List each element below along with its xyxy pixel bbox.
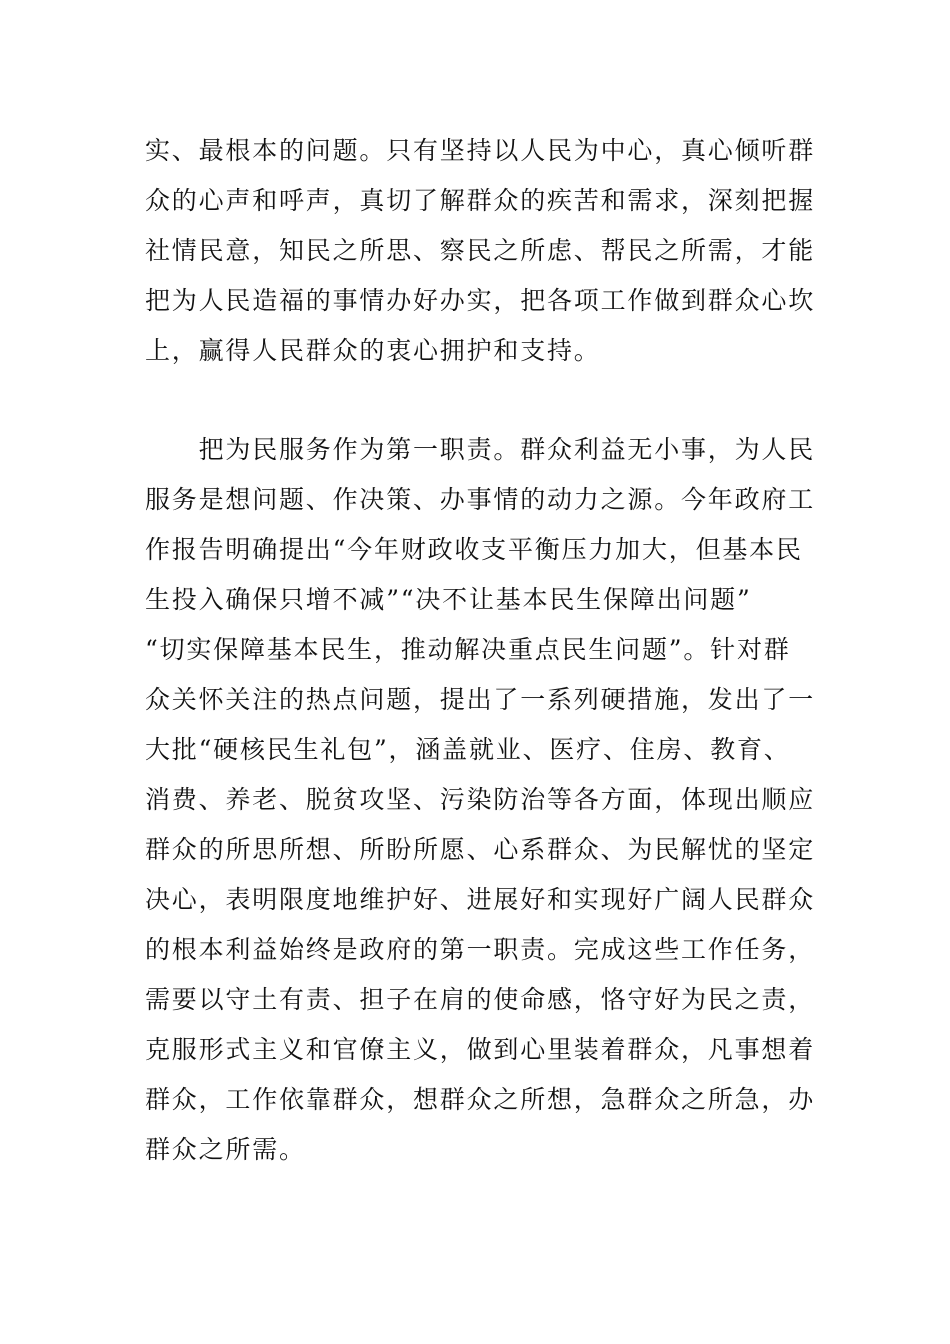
text-line: 的根本利益始终是政府的第一职责。完成这些工作任务， [145, 935, 816, 964]
text-line: 把为人民造福的事情办好办实，把各项工作做到群众心坎 [145, 286, 816, 315]
text-line: 消费、养老、脱贫攻坚、污染防治等各方面，体现出顺应 [145, 785, 816, 814]
paragraph-2 [145, 425, 816, 1175]
text-line: 群众，工作依靠群众，想群众之所想，急群众之所急，办 [145, 1085, 816, 1114]
text-line: 服务是想问题、作决策、办事情的动力之源。今年政府工 [145, 485, 816, 514]
text-line: “切实保障基本民生，推动解决重点民生问题”。针对群 [145, 635, 791, 664]
text-line: 众关怀关注的热点问题，提出了一系列硬措施，发出了一 [145, 685, 816, 714]
text-line: 把为民服务作为第一职责。群众利益无小事，为人民 [145, 435, 816, 464]
text-line: 决心，表明限度地维护好、进展好和实现好广阔人民群众 [145, 885, 816, 914]
text-line: 作报告明确提出“今年财政收支平衡压力加大，但基本民 [145, 535, 803, 564]
text-line: 大批“硬核民生礼包”，涵盖就业、医疗、住房、教育、 [145, 735, 791, 764]
text-line: 实、最根本的问题。只有坚持以人民为中心，真心倾听群 [145, 136, 816, 165]
paragraph-1 [145, 126, 816, 376]
text-line: 群众的所思所想、所盼所愿、心系群众、为民解忧的坚定 [145, 835, 816, 864]
text-line: 生投入确保只增不减”“决不让基本民生保障出问题” [145, 585, 752, 614]
text-line: 需要以守土有责、担子在肩的使命感，恪守好为民之责， [145, 985, 816, 1014]
text-line: 社情民意，知民之所思、察民之所虑、帮民之所需，才能 [145, 236, 816, 265]
text-line: 众的心声和呼声，真切了解群众的疾苦和需求，深刻把握 [145, 186, 816, 215]
text-line: 克服形式主义和官僚主义，做到心里装着群众，凡事想着 [145, 1035, 816, 1064]
text-line: 群众之所需。 [145, 1135, 306, 1164]
text-line: 上，赢得人民群众的衷心拥护和支持。 [145, 336, 601, 365]
